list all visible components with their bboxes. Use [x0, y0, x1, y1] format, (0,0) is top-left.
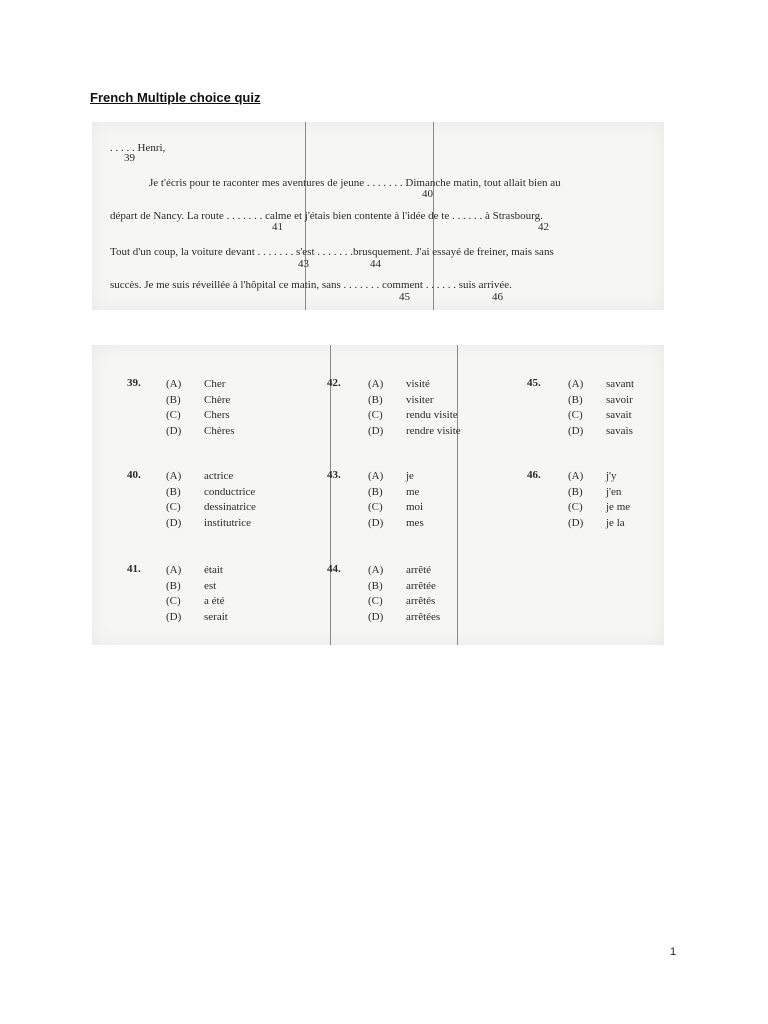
option-b[interactable]: (B) arrêtée	[368, 579, 436, 592]
blank-number: 46	[492, 291, 503, 303]
option-d[interactable]: (D) serait	[166, 610, 228, 623]
option-b[interactable]: (B) savoir	[568, 393, 633, 406]
options-list	[568, 377, 634, 439]
option-a[interactable]: (A) j'y	[568, 470, 617, 482]
option-d[interactable]: (D) institutrice	[166, 516, 252, 529]
options-list	[368, 377, 461, 439]
option-c[interactable]: (C) rendu visite	[368, 409, 458, 421]
blank-number: 44	[370, 258, 381, 270]
question-number: 46.	[527, 469, 541, 481]
option-c[interactable]: (C) a été	[166, 595, 225, 607]
option-b[interactable]: (B) Chère	[166, 393, 231, 406]
blank-number: 41	[272, 221, 283, 233]
options-list	[166, 563, 228, 625]
blank-number: 45	[399, 291, 410, 303]
option-a[interactable]: (A) visité	[368, 378, 430, 390]
scan-fold-line	[330, 345, 331, 645]
option-b[interactable]: (B) visiter	[368, 393, 434, 406]
option-c[interactable]: (C) Chers	[166, 409, 230, 421]
option-d[interactable]: (D) arrêtées	[368, 610, 441, 623]
passage-line: Tout d'un coup, la voiture devant . . . . . . . s'est . . . . . . .brusquement. J'ai essayé de freiner, mais sans	[110, 246, 554, 258]
question-number: 42.	[327, 377, 341, 389]
option-d[interactable]: (D) je la	[568, 516, 625, 529]
option-a[interactable]: (A) arrêté	[368, 564, 432, 576]
blank-number: 42	[538, 221, 549, 233]
option-b[interactable]: (B) conductrice	[166, 485, 256, 498]
option-a[interactable]: (A) était	[166, 564, 223, 576]
question-number: 43.	[327, 469, 341, 481]
page-title: French Multiple choice quiz	[90, 90, 261, 105]
option-d[interactable]: (D) savais	[568, 424, 633, 437]
option-a[interactable]: (A) je	[368, 470, 414, 482]
blank-number: 40	[422, 188, 433, 200]
question-number: 40.	[127, 469, 141, 481]
option-c[interactable]: (C) dessinatrice	[166, 501, 256, 513]
passage-line: départ de Nancy. La route . . . . . . . calme et j'étais bien contente à l'idée de te . . . . . . à Strasbourg.	[110, 210, 543, 222]
option-c[interactable]: (C) savait	[568, 409, 632, 421]
option-c[interactable]: (C) arrêtés	[368, 595, 436, 607]
page-number: 1	[670, 946, 677, 958]
passage-line: Je t'écris pour te raconter mes aventures de jeune . . . . . . . Dimanche matin, tout allait bien au	[149, 177, 561, 189]
option-d[interactable]: (D) mes	[368, 516, 424, 529]
option-c[interactable]: (C) je me	[568, 501, 631, 513]
options-list	[166, 469, 256, 531]
blank-number: 39	[124, 152, 135, 164]
options-list	[368, 563, 440, 625]
option-a[interactable]: (A) Cher	[166, 378, 226, 390]
option-c[interactable]: (C) moi	[368, 501, 424, 513]
options-list	[568, 469, 630, 531]
passage-line: succès. Je me suis réveillée à l'hôpital ce matin, sans . . . . . . . comment . . . . . . suis arrivée.	[110, 279, 512, 291]
option-a[interactable]: (A) savant	[568, 378, 635, 390]
question-number: 45.	[527, 377, 541, 389]
answers-scan	[92, 345, 664, 645]
options-list	[166, 377, 235, 439]
option-d[interactable]: (D) Chères	[166, 424, 235, 437]
option-d[interactable]: (D) rendre visite	[368, 424, 461, 437]
question-number: 41.	[127, 563, 141, 575]
option-b[interactable]: (B) me	[368, 485, 420, 498]
option-b[interactable]: (B) j'en	[568, 485, 622, 498]
options-list	[368, 469, 424, 531]
option-b[interactable]: (B) est	[166, 579, 217, 592]
passage-line: . . . . . Henri,	[110, 142, 166, 154]
question-number: 39.	[127, 377, 141, 389]
blank-number: 43	[298, 258, 309, 270]
question-number: 44.	[327, 563, 341, 575]
option-a[interactable]: (A) actrice	[166, 470, 234, 482]
passage-scan	[92, 122, 664, 310]
